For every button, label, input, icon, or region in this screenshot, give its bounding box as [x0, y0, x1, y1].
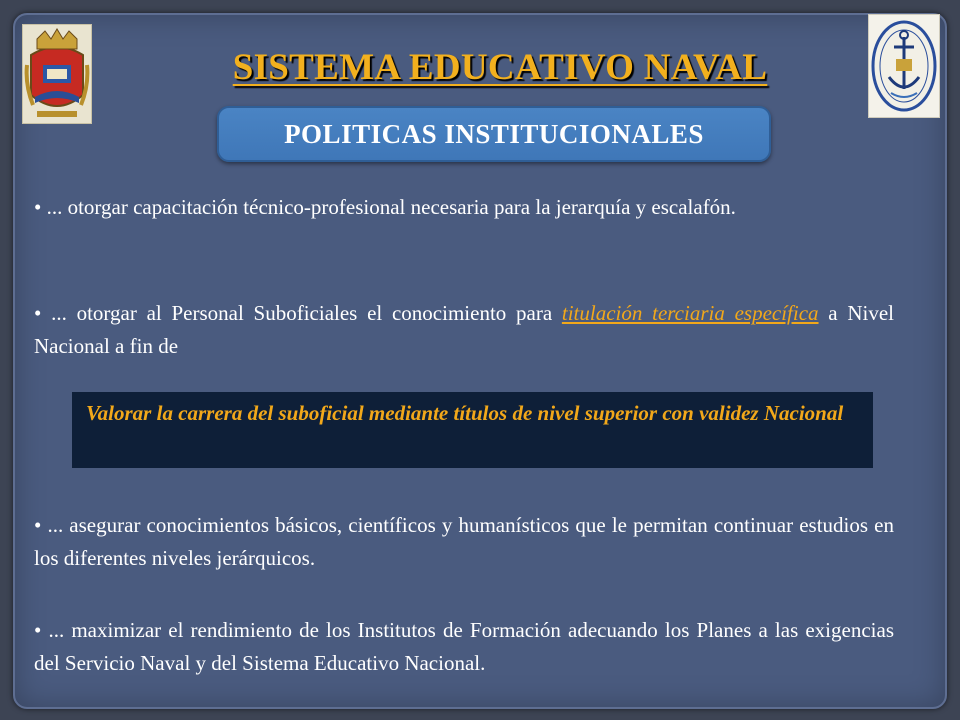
page-title: SISTEMA EDUCATIVO NAVAL [232, 47, 768, 88]
bullet-titulacion-text-post: a Nivel Nacional a fin de [34, 301, 894, 358]
bullet-titulacion-text-pre: • ... otorgar al Personal Suboficiales el conocimiento para [34, 301, 562, 325]
naval-crest-icon [22, 24, 92, 124]
bullet-titulacion [34, 297, 894, 363]
subtitle-banner [217, 106, 771, 162]
bullet-rendimiento: • ... maximizar el rendimiento de los Institutos de Formación adecuando los Planes a las exigencias del Servicio Naval y del Sistema Educativo Nacional. [34, 618, 894, 675]
bullet-conocimientos: • ... asegurar conocimientos básicos, científicos y humanísticos que le permitan continuar estudios en los diferentes niveles jerárquicos. [34, 513, 894, 570]
titulacion-highlight: titulación terciaria específica [561, 301, 819, 325]
subtitle-text: POLITICAS INSTITUCIONALES [284, 118, 704, 149]
callout-box: Valorar la carrera del suboficial mediante títulos de nivel superior con validez Nacional [72, 392, 873, 468]
bullet-capacitacion: • ... otorgar capacitación técnico-profesional necesaria para la jerarquía y escalafón. [34, 195, 736, 219]
